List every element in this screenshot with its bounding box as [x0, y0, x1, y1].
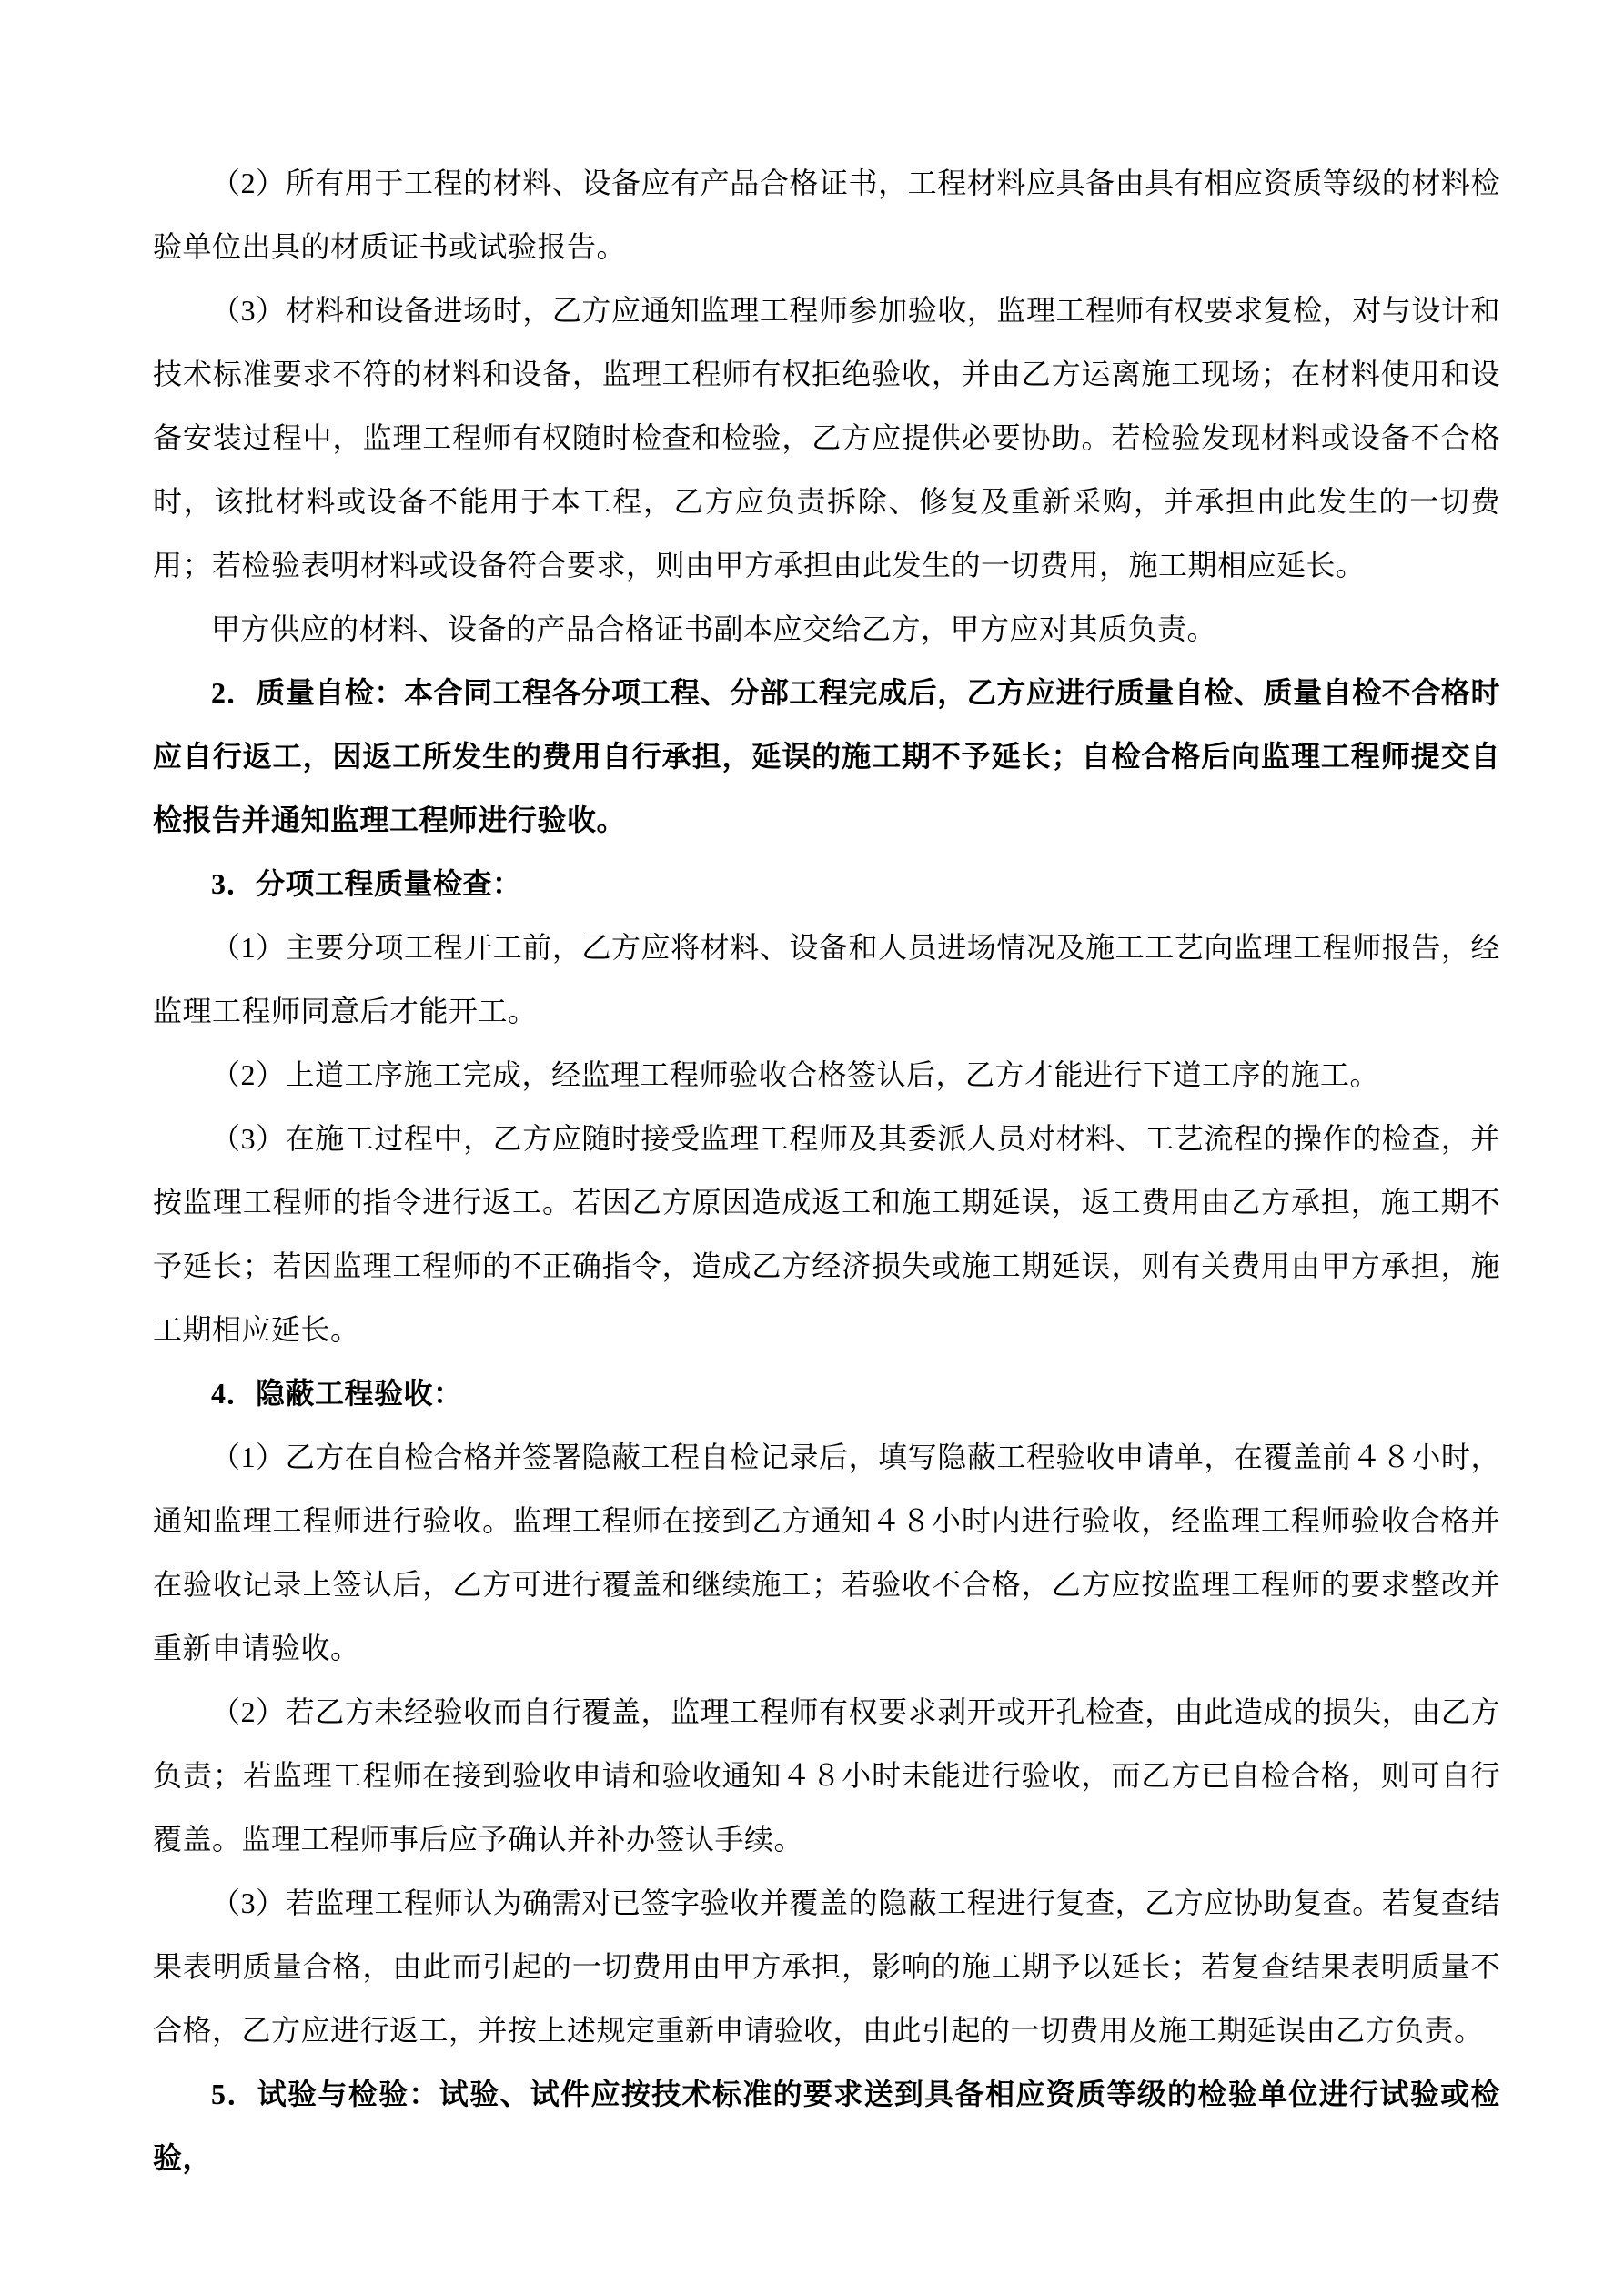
- body-paragraph: （3）若监理工程师认为确需对已签字验收并覆盖的隐蔽工程进行复查，乙方应协助复查。若复查结果表明质量合格，由此而引起的一切费用由甲方承担，影响的施工期予以延长；若复查结果表明质量不合格，乙方应进行返工，并按上述规定重新申请验收，由此引起的一切费用及施工期延误由乙方负责。: [153, 1886, 1500, 2047]
- body-paragraph: （3）材料和设备进场时，乙方应通知监理工程师参加验收，监理工程师有权要求复检，对与设计和技术标准要求不符的材料和设备，监理工程师有权拒绝验收，并由乙方运离施工现场；在材料使用和设备安装过程中，监理工程师有权随时检查和检验，乙方应提供必要协助。若检验发现材料或设备不合格时，该批材料或设备不能用于本工程，乙方应负责拆除、修复及重新采购，并承担由此发生的一切费用；若检验表明材料或设备符合要求，则由甲方承担由此发生的一切费用，施工期相应延长。: [153, 294, 1500, 582]
- clause-heading-paragraph: 2．质量自检：本合同工程各分项工程、分部工程完成后，乙方应进行质量自检、质量自检不合格时应自行返工，因返工所发生的费用自行承担，延误的施工期不予延长；自检合格后向监理工程师提交自检报告并通知监理工程师进行验收。: [153, 676, 1500, 836]
- body-paragraph: （2）若乙方未经验收而自行覆盖，监理工程师有权要求剥开或开孔检查，由此造成的损失，由乙方负责；若监理工程师在接到验收申请和验收通知４８小时未能进行验收，而乙方已自检合格，则可自行覆盖。监理工程师事后应予确认并补办签认手续。: [153, 1695, 1500, 1856]
- body-paragraph: （3）在施工过程中，乙方应随时接受监理工程师及其委派人员对材料、工艺流程的操作的检查，并按监理工程师的指令进行返工。若因乙方原因造成返工和施工期延误，返工费用由乙方承担，施工期不予延长；若因监理工程师的不正确指令，造成乙方经济损失或施工期延误，则有关费用由甲方承担，施工期相应延长。: [153, 1122, 1500, 1346]
- clause-heading-paragraph: 5．试验与检验：试验、试件应按技术标准的要求送到具备相应资质等级的检验单位进行试验或检验，: [153, 2078, 1500, 2174]
- body-paragraph: （2）上道工序施工完成，经监理工程师验收合格签认后，乙方才能进行下道工序的施工。: [211, 1058, 1380, 1091]
- body-paragraph: 甲方供应的材料、设备的产品合格证书副本应交给乙方，甲方应对其质负责。: [211, 612, 1217, 645]
- body-paragraph: （1）主要分项工程开工前，乙方应将材料、设备和人员进场情况及施工工艺向监理工程师报告，经监理工程师同意后才能开工。: [153, 931, 1500, 1027]
- clause-heading-paragraph: 3．分项工程质量检查：: [211, 867, 522, 900]
- clause-heading-paragraph: 4．隐蔽工程验收：: [211, 1377, 463, 1410]
- body-paragraph: （2）所有用于工程的材料、设备应有产品合格证书，工程材料应具备由具有相应资质等级的材料检验单位出具的材质证书或试验报告。: [153, 167, 1500, 263]
- body-paragraph: （1）乙方在自检合格并签署隐蔽工程自检记录后，填写隐蔽工程验收申请单，在覆盖前４８小时，通知监理工程师进行验收。监理工程师在接到乙方通知４８小时内进行验收，经监理工程师验收合格并在验收记录上签认后，乙方可进行覆盖和继续施工；若验收不合格，乙方应按监理工程师的要求整改并重新申请验收。: [153, 1441, 1500, 1664]
